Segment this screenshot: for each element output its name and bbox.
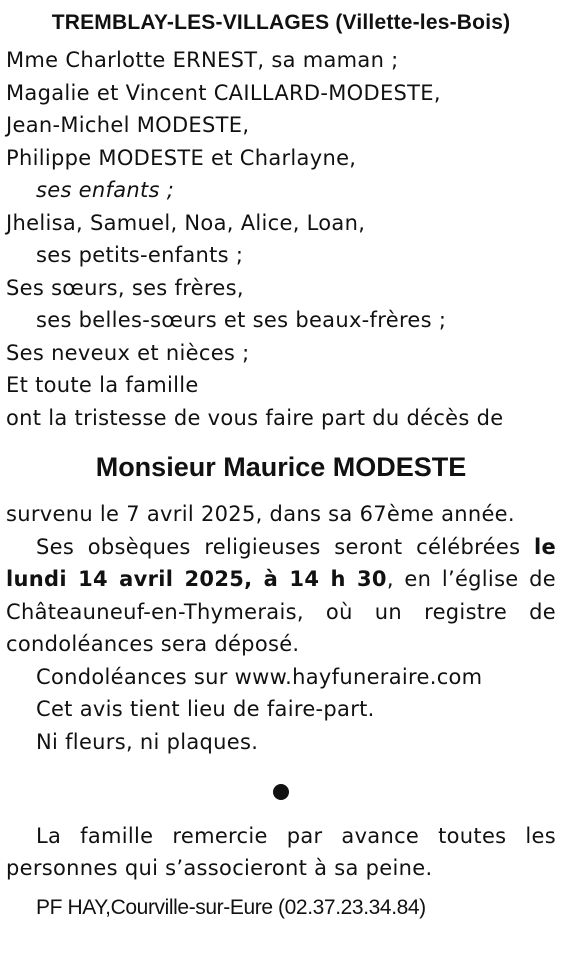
funeral-place: , en l’église de Châteauneuf-en-Thymerais, où un registre de condoléances sera déposé. bbox=[6, 567, 556, 656]
family-line: Ses neveux et nièces ; bbox=[6, 340, 250, 365]
funeral-date: le lundi 14 avril 2025, à 14 h 30 bbox=[6, 534, 556, 591]
funeral-home-line: PF HAY,Courville-sur-Eure (02.37.23.34.84) bbox=[36, 896, 426, 919]
passing-details: survenu le 7 avril 2025, dans sa 67ème année. bbox=[6, 502, 515, 526]
family-line: Ses sœurs, ses frères, bbox=[6, 275, 244, 300]
family-relation: ses petits-enfants ; bbox=[36, 243, 244, 267]
obituary-notice bbox=[6, 10, 556, 924]
no-flowers-line: Ni fleurs, ni plaques. bbox=[36, 729, 259, 754]
notice-line: Cet avis tient lieu de faire-part. bbox=[36, 697, 375, 721]
family-line: Mme Charlotte ERNEST, sa maman ; bbox=[6, 48, 399, 72]
funeral-paragraph bbox=[6, 531, 556, 661]
announcement-line: ont la tristesse de vous faire part du décès de bbox=[6, 405, 504, 430]
separator-bullet bbox=[273, 784, 289, 800]
family-line: Magalie et Vincent CAILLARD-MODESTE, bbox=[6, 80, 441, 105]
family-relation: ses enfants ; bbox=[36, 178, 175, 202]
location-heading: TREMBLAY-LES-VILLAGES (Villette-les-Bois) bbox=[51, 11, 511, 34]
family-relation: ses belles-sœurs et ses beaux-frères ; bbox=[36, 308, 447, 332]
condolences-line: Condoléances sur www.hayfuneraire.com bbox=[36, 664, 483, 689]
family-list bbox=[6, 44, 556, 434]
deceased-name: Monsieur Maurice MODESTE bbox=[95, 452, 467, 482]
family-line: Jean-Michel MODESTE, bbox=[6, 113, 250, 137]
funeral-intro: Ses obsèques religieuses seront célébrées bbox=[36, 534, 534, 559]
family-line: Philippe MODESTE et Charlayne, bbox=[6, 145, 357, 170]
family-line: Et toute la famille bbox=[6, 373, 199, 397]
thanks-paragraph: La famille remercie par avance toutes les personnes qui s’associeront à sa peine. bbox=[6, 824, 556, 880]
family-line: Jhelisa, Samuel, Noa, Alice, Loan, bbox=[6, 210, 366, 235]
